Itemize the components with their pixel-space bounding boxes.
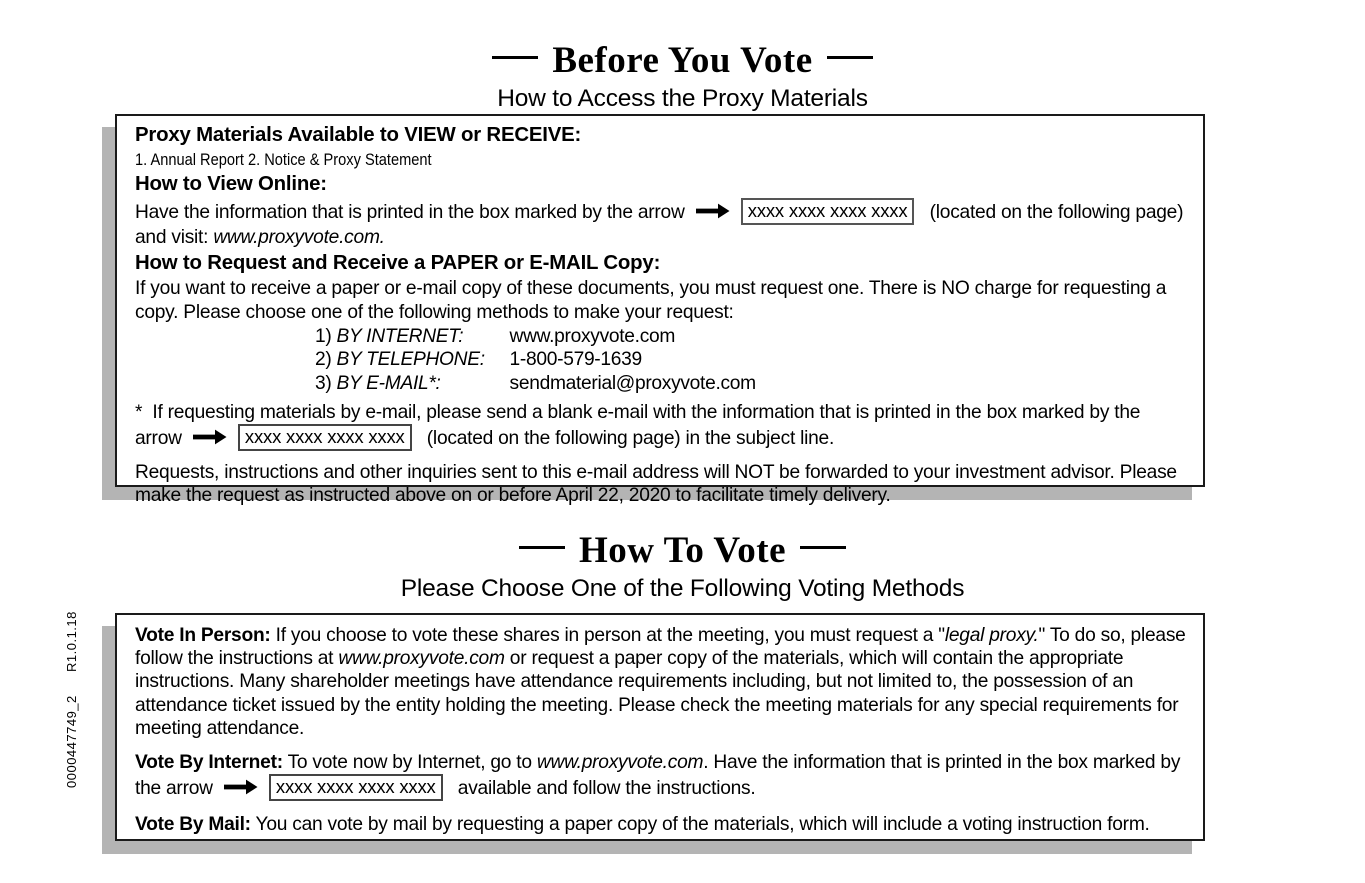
method-number: 1) bbox=[315, 325, 332, 347]
job-number-label: 0000447749_2 bbox=[64, 695, 79, 788]
voting-methods-panel-wrap bbox=[115, 613, 1205, 841]
method-label: BY E-MAIL*: bbox=[336, 372, 441, 394]
method-row bbox=[135, 325, 1187, 348]
method-number: 2) bbox=[315, 349, 332, 371]
vote-in-person-paragraph bbox=[135, 624, 1187, 740]
section-subtitle-before-you-vote: How to Access the Proxy Materials bbox=[497, 84, 868, 112]
proxy-materials-panel bbox=[115, 114, 1205, 506]
section-title-text: Before You Vote bbox=[552, 40, 813, 81]
section-title-text: How To Vote bbox=[578, 530, 786, 571]
right-arrow-icon bbox=[193, 428, 227, 451]
voting-methods-panel bbox=[115, 613, 1205, 841]
closing-paragraph: Requests, instructions and other inquiries sent to this e-mail address will NOT be forwarded to your investment advisor. Please make the request as instructed above on or before April 22, 2020 to facilitate timely delivery. bbox=[135, 461, 1177, 506]
vote-in-person-label: Vote In Person: bbox=[135, 625, 271, 646]
available-items: 1. Annual Report 2. Notice & Proxy Statement bbox=[135, 149, 432, 169]
control-number-box-internet: xxxx xxxx xxxx xxxx bbox=[269, 774, 443, 801]
left-margin-labels bbox=[0, 0, 90, 883]
request-paragraph: If you want to receive a paper or e-mail copy of these documents, you must request one. There is NO charge for requesting a copy. Please choose one of the following methods to make your request: bbox=[135, 278, 1167, 323]
footnote-text-after: (located on the following page) in the subject line. bbox=[426, 428, 835, 450]
proxy-materials-panel-wrap bbox=[115, 114, 1205, 506]
view-online-text-after: (located on the following page) and visit: bbox=[135, 202, 1184, 248]
before-you-vote-heading bbox=[0, 42, 1365, 113]
vote-by-internet-text-2: . Have the information that is printed in the box marked by the arrow bbox=[135, 752, 1181, 800]
vote-by-mail-paragraph bbox=[135, 813, 1187, 836]
control-number-box-view: xxxx xxxx xxxx xxxx bbox=[741, 198, 915, 225]
section-subtitle-how-to-vote: Please Choose One of the Following Voting Methods bbox=[400, 574, 965, 602]
revision-label: R1.0.1.18 bbox=[64, 611, 79, 672]
vote-in-person-text-2: " To do so, please follow the instructions at bbox=[135, 625, 1186, 670]
right-arrow-icon bbox=[224, 778, 258, 801]
method-row bbox=[135, 372, 1187, 395]
view-online-site: www.proxyvote.com. bbox=[213, 226, 385, 248]
vote-in-person-text-3: or request a paper copy of the materials, which will contain the appropriate instructions. Many shareholder meetings have attendance requirements including, but not limited to, the possession of an attendance ticket issued by the entity holding the meeting. Please check the meeting materials for any special requirements for meeting attendance. bbox=[135, 648, 1179, 739]
vote-by-internet-text-3: available and follow the instructions. bbox=[457, 778, 756, 800]
vote-in-person-emphasis-1: legal proxy. bbox=[944, 625, 1039, 646]
method-value: sendmaterial@proxyvote.com bbox=[509, 372, 756, 394]
method-label: BY INTERNET: bbox=[336, 325, 464, 347]
vote-in-person-emphasis-2: www.proxyvote.com bbox=[338, 648, 505, 670]
footnote-text-before: If requesting materials by e-mail, please send a blank e-mail with the information that is printed in the box marked by the arrow bbox=[135, 402, 1141, 450]
vote-in-person-text-1: If you choose to vote these shares in person at the meeting, you must request a " bbox=[275, 625, 945, 646]
method-number: 3) bbox=[315, 372, 332, 394]
method-value: 1-800-579-1639 bbox=[509, 349, 642, 371]
vote-by-internet-text-1: To vote now by Internet, go to bbox=[287, 752, 537, 774]
dash-left-icon bbox=[519, 546, 565, 549]
vote-by-mail-text: You can vote by mail by requesting a paper copy of the materials, which will include a voting instruction form. bbox=[255, 813, 1150, 835]
request-heading: How to Request and Receive a PAPER or E-MAIL Copy: bbox=[135, 251, 661, 274]
view-online-text-before: Have the information that is printed in the box marked by the arrow bbox=[135, 202, 685, 224]
how-to-vote-heading bbox=[0, 532, 1365, 603]
available-heading: Proxy Materials Available to VIEW or RECEIVE: bbox=[135, 124, 582, 146]
vote-by-internet-label: Vote By Internet: bbox=[135, 752, 283, 774]
vote-by-internet-paragraph bbox=[135, 751, 1187, 801]
control-number-box-email: xxxx xxxx xxxx xxxx bbox=[238, 424, 412, 451]
section-title-before-you-vote bbox=[0, 42, 1365, 81]
view-online-heading: How to View Online: bbox=[135, 172, 327, 195]
request-methods-list bbox=[135, 325, 1187, 395]
method-row bbox=[135, 348, 1187, 371]
dash-right-icon bbox=[800, 546, 846, 549]
section-title-how-to-vote bbox=[0, 532, 1365, 571]
dash-left-icon bbox=[492, 56, 538, 59]
method-value: www.proxyvote.com bbox=[509, 325, 676, 347]
footnote-marker: * bbox=[135, 402, 143, 424]
method-label: BY TELEPHONE: bbox=[336, 349, 485, 371]
footnote-paragraph bbox=[135, 401, 1187, 451]
view-online-paragraph bbox=[135, 198, 1187, 248]
vote-by-internet-emphasis: www.proxyvote.com bbox=[536, 752, 704, 774]
vote-by-mail-label: Vote By Mail: bbox=[135, 813, 251, 835]
right-arrow-icon bbox=[696, 202, 730, 225]
dash-right-icon bbox=[827, 56, 873, 59]
